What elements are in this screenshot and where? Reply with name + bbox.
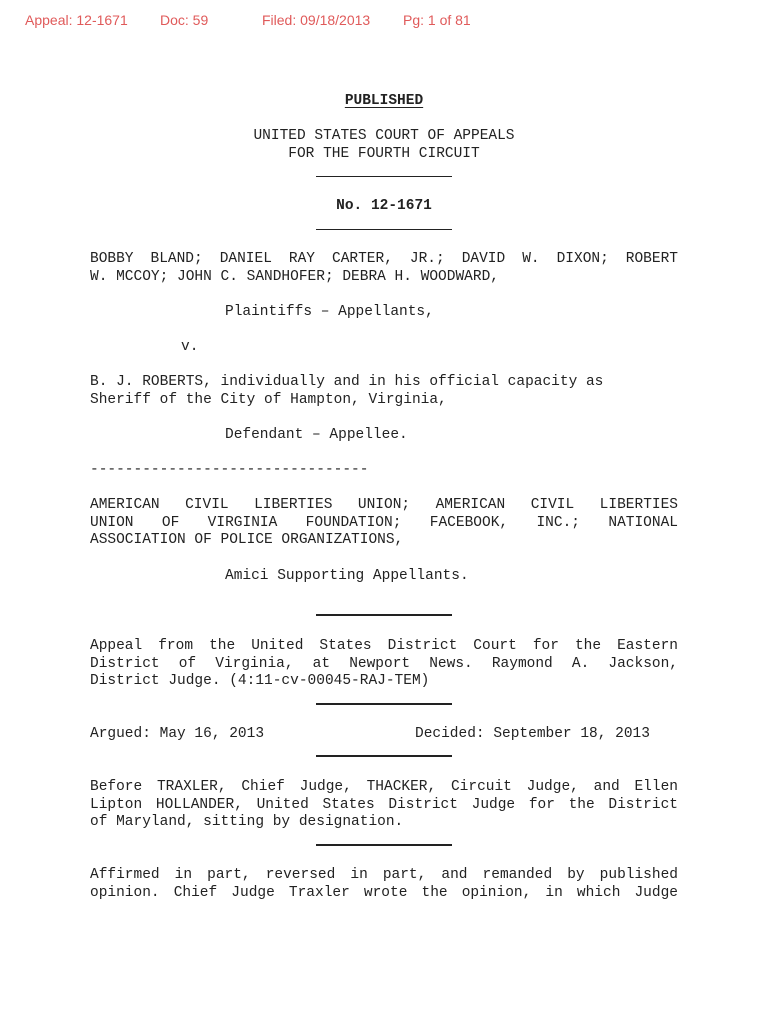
versus: v. [181,339,199,355]
appeal-from-line-2: District of Virginia, at Newport News. Raymond A. Jackson, [90,655,678,672]
court-line-2: FOR THE FOURTH CIRCUIT [288,145,480,162]
divider [316,755,452,757]
before-block [90,779,678,832]
defendant-line-2: Sheriff of the City of Hampton, Virginia, [90,391,447,408]
defendant-block [90,374,678,409]
separator-line: -------------------------------- [90,462,369,478]
page-count: Pg: 1 of 81 [403,12,471,28]
defendant-role: Defendant – Appellee. [225,427,408,443]
case-number: No. 12-1671 [336,198,432,214]
defendant-line-1: B. J. ROBERTS, individually and in his official capacity as [90,374,604,390]
appeal-number: Appeal: 12-1671 [25,12,128,28]
disposition-line-1: Affirmed in part, reversed in part, and remanded by published [90,867,678,883]
divider [316,229,452,230]
before-line-2: Lipton HOLLANDER, United States District Judge for the District [90,796,678,813]
amici-line-1: AMERICAN CIVIL LIBERTIES UNION; AMERICAN CIVIL LIBERTIES [90,497,678,513]
before-line-1: Before TRAXLER, Chief Judge, THACKER, Circuit Judge, and Ellen [90,779,678,795]
divider [316,614,452,616]
disposition-block [90,867,678,902]
amici-line-2: UNION OF VIRGINIA FOUNDATION; FACEBOOK, INC.; NATIONAL [90,514,678,531]
divider [316,844,452,846]
amici-line-3: ASSOCIATION OF POLICE ORGANIZATIONS, [90,532,404,549]
divider [316,703,452,705]
court-name [90,128,678,163]
decided-date: Decided: September 18, 2013 [415,726,650,742]
appeal-from-line-1: Appeal from the United States District Court for the Eastern [90,638,678,654]
appeal-from-block [90,638,678,691]
disposition-line-2: opinion. Chief Judge Traxler wrote the opinion, in which Judge [90,884,678,901]
plaintiffs-role: Plaintiffs – Appellants, [225,304,434,320]
plaintiffs-line-2: W. MCCOY; JOHN C. SANDHOFER; DEBRA H. WOODWARD, [90,268,499,285]
amici-role: Amici Supporting Appellants. [225,568,469,584]
doc-number: Doc: 59 [160,12,209,28]
court-line-1: UNITED STATES COURT OF APPEALS [253,128,515,144]
amici-block [90,497,678,550]
plaintiffs-block [90,251,678,286]
filed-date: Filed: 09/18/2013 [262,12,371,28]
publication-status: PUBLISHED [344,93,424,109]
appeal-from-line-3: District Judge. (4:11-cv-00045-RAJ-TEM) [90,673,430,690]
divider [316,176,452,177]
before-line-3: of Maryland, sitting by designation. [90,814,404,831]
plaintiffs-line-1: BOBBY BLAND; DANIEL RAY CARTER, JR.; DAVID W. DIXON; ROBERT [90,251,678,267]
argued-date: Argued: May 16, 2013 [90,726,265,742]
